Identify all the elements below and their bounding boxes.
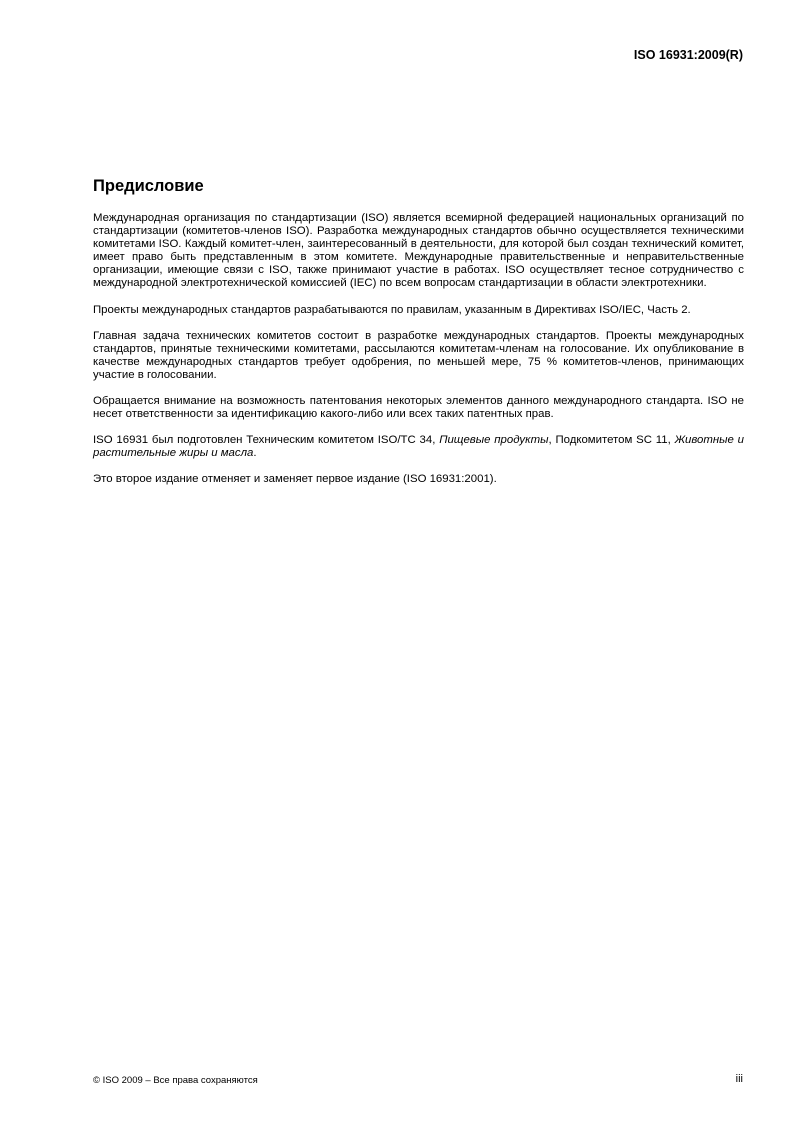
document-id: ISO 16931:2009(R) [633,48,743,62]
section-heading: Предисловие [93,177,204,195]
foreword-section [93,176,744,500]
paragraph-committee-task: Главная задача технических комитетов состоит в разработке международных стандартов. Проекты международных стандартов, принятые техническими комитетами, рассылаются комитетам-членам на голосование. Их опубликование в качестве международных стандартов требует одобрения, по меньшей мере, 75 % комитетов-членов, принимающих участие в голосовании. [93,329,744,381]
preparation-text-3: . [253,447,257,460]
preparation-text-1: ISO 16931 был подготовлен Техническим комитетом ISO/TC 34, [93,434,440,447]
paragraph-preparation [93,434,744,460]
paragraph-edition-note: Это второе издание отменяет и заменяет первое издание (ISO 16931:2001). [93,473,497,486]
footer-page-number: iii [735,1073,743,1085]
paragraph-patent-notice: Обращается внимание на возможность патентования некоторых элементов данного международного стандарта. ISO не несет ответственности за идентификацию какого-либо или всех таких патентных прав. [93,395,744,421]
paragraph-directives: Проекты международных стандартов разрабатываются по правилам, указанным в Директивах ISO/IEC, Часть 2. [93,303,691,316]
paragraph-iso-description: Международная организация по стандартизации (ISO) является всемирной федерацией национальных организаций по стандартизации (комитетов-членов ISO). Разработка международных стандартов обычно осуществляется техническими комитетами ISO. Каждый комитет-член, заинтересованный в деятельности, для которой был создан технический комитет, имеет право быть представленным в этом комитете. Международные правительственные и неправительственные организации, имеющие связи с ISO, также принимают участие в работах. ISO осуществляет тесное сотрудничество с международной электротехнической комиссией (IEC) по всем вопросам стандартизации в области электротехники. [93,212,744,290]
footer-copyright: © ISO 2009 – Все права сохраняются [93,1075,258,1086]
subcommittee-name-italic: Животные и растительные жиры и масла [93,434,744,460]
committee-name-italic: Пищевые продукты [439,434,549,447]
preparation-text-2: , Подкомитетом SC 11, [548,434,675,447]
